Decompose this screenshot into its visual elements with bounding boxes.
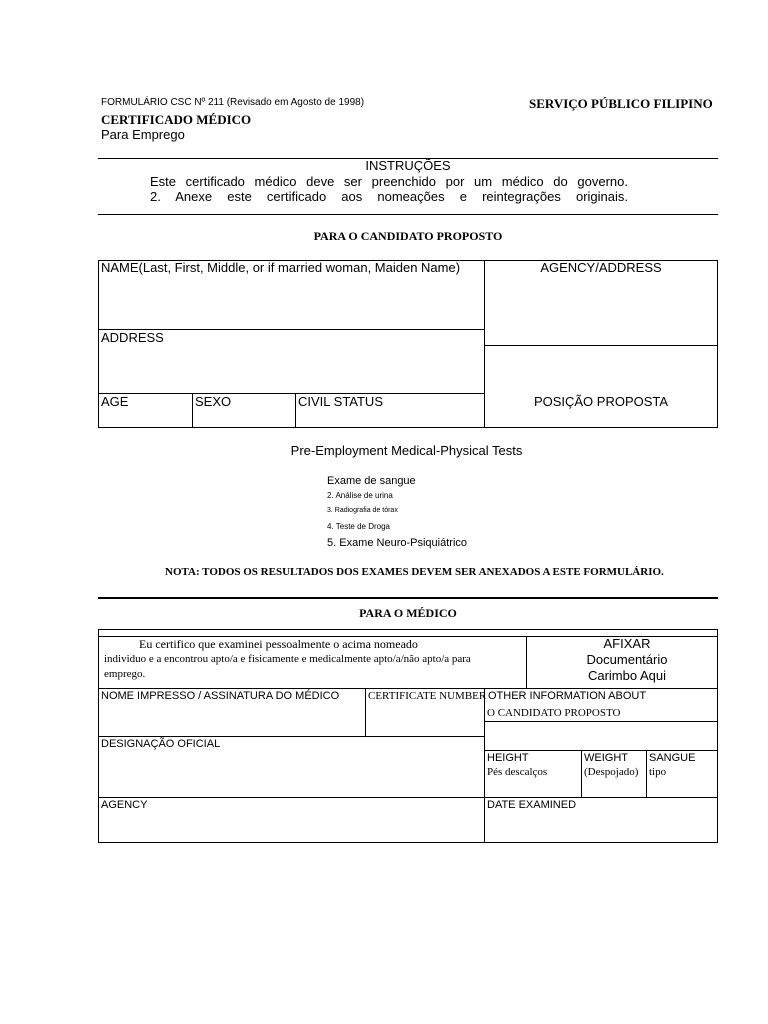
document-subtitle: Para Emprego <box>101 127 185 142</box>
blood-type-sub-label: tipo <box>649 766 667 778</box>
printed-name-label: NOME IMPRESSO / ASSINATURA DO MÉDICO <box>101 690 340 702</box>
tests-note: NOTA: TODOS OS RESULTADOS DOS EXAMES DEVEM SER ANEXADOS A ESTE FORMULÁRIO. <box>165 566 664 578</box>
certification-line-1: Eu certifico que examinei pessoalmente o acima nomeado <box>139 637 418 651</box>
test-item: 3. Radiografia de tórax <box>327 507 398 514</box>
date-examined-label: DATE EXAMINED <box>487 799 577 811</box>
address-field-label: ADDRESS <box>101 330 164 345</box>
stamp-line-1: AFIXAR <box>603 636 651 651</box>
designation-label: DESIGNAÇÃO OFICIAL <box>101 738 221 750</box>
other-info-label: OTHER INFORMATION ABOUT <box>488 690 647 702</box>
certification-line-3: emprego. <box>104 668 146 680</box>
instruction-line-2: 2. Anexe este certificado aos nomeações e reintegrações originais. <box>150 189 628 204</box>
instruction-line-1: Este certificado médico deve ser preenchido por um médico do governo. <box>150 174 628 189</box>
test-item: 4. Teste de Droga <box>327 522 391 531</box>
agency-address-label: AGENCY/ADDRESS <box>540 260 662 275</box>
certification-line-2: individuo e a encontrou apto/a e fisicamente e medicalmente apto/a/não apto/a para <box>104 653 471 665</box>
other-info-label-2: O CANDIDATO PROPOSTO <box>487 707 621 719</box>
tests-heading: Pre-Employment Medical-Physical Tests <box>290 443 523 458</box>
stamp-line-3: Carimbo Aqui <box>587 668 667 683</box>
certificate-number-label: CERTIFICATE NUMBER <box>368 690 487 702</box>
name-field-label: NAME(Last, First, Middle, or if married woman, Maiden Name) <box>101 260 461 275</box>
height-sub-label: Pés descalços <box>487 766 548 778</box>
sex-field-label: SEXO <box>195 394 232 409</box>
test-item: 5. Exame Neuro-Psiquiátrico <box>327 537 468 549</box>
test-item: 2. Análise de urina <box>327 491 393 500</box>
stamp-line-2: Documentário <box>586 652 668 667</box>
proposed-position-label: POSIÇÃO PROPOSTA <box>533 394 669 409</box>
civil-status-field-label: CIVIL STATUS <box>298 394 383 409</box>
form-number: FORMULÁRIO CSC Nº 211 (Revisado em Agosto de 1998) <box>101 97 365 108</box>
test-item: Exame de sangue <box>327 475 416 487</box>
physician-section-heading: PARA O MÉDICO <box>359 606 457 620</box>
agency-label: AGENCY <box>101 799 148 811</box>
blood-type-label: SANGUE <box>649 752 696 764</box>
divider-instructions <box>98 214 718 215</box>
document-title: CERTIFICADO MÉDICO <box>101 112 252 127</box>
weight-label: WEIGHT <box>584 752 628 764</box>
height-label: HEIGHT <box>487 752 529 764</box>
age-field-label: AGE <box>101 394 129 409</box>
divider-physician <box>98 597 718 599</box>
agency-name: SERVIÇO PÚBLICO FILIPINO <box>529 96 713 111</box>
instructions-heading: INSTRUÇÕES <box>365 158 451 173</box>
candidate-section-heading: PARA O CANDIDATO PROPOSTO <box>313 229 503 243</box>
weight-sub-label: (Despojado) <box>584 766 639 778</box>
